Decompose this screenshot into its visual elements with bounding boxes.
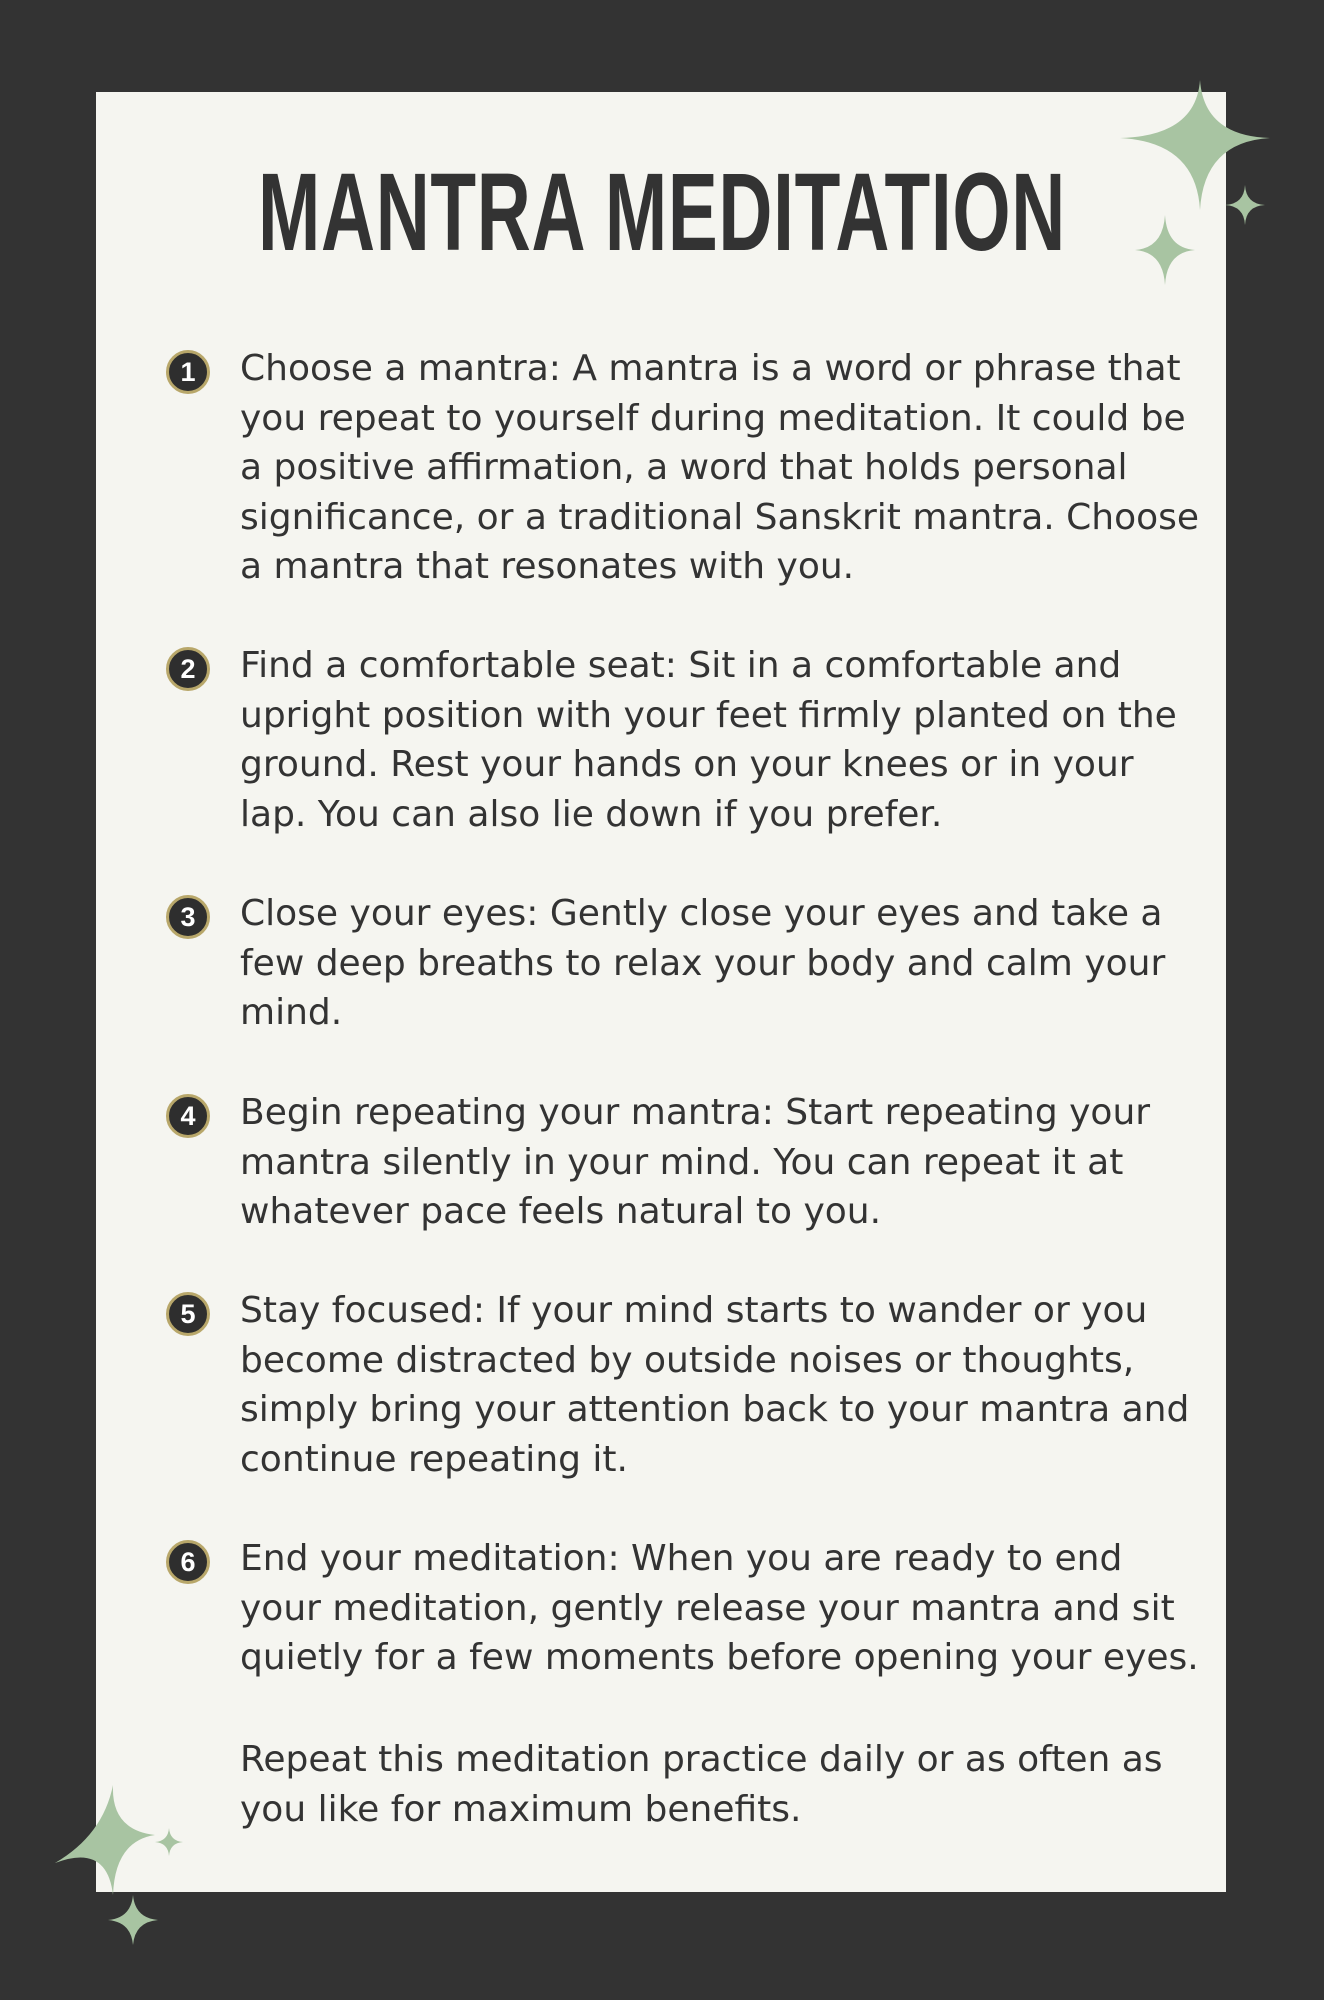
step-number-badge: 1 xyxy=(166,350,210,394)
closing-text: Repeat this meditation practice daily or as often as you like for maximum benefits. xyxy=(240,1739,1163,1830)
step-text: Find a comfortable seat: Sit in a comfortable and upright position with your feet firmly planted on the ground. Rest your hands on your knees or in your lap. You can also lie down if you prefer. xyxy=(240,645,1177,835)
step-text: End your meditation: When you are ready to end your meditation, gently release your mantra and sit quietly for a few moments before opening your eyes. xyxy=(240,1538,1199,1678)
step-number-badge: 3 xyxy=(166,895,210,939)
step-text: Stay focused: If your mind starts to wander or you become distracted by outside noises or thoughts, simply bring your attention back to your mantra and continue repeating it. xyxy=(240,1290,1190,1480)
sparkle-icon xyxy=(1135,215,1195,285)
step-text: Choose a mantra: A mantra is a word or phrase that you repeat to yourself during meditation. It could be a positive affirmation, a word that holds personal significance, or a traditional Sanskrit mantra. Choose a mantra that resonates with you. xyxy=(240,348,1200,587)
sparkle-icon xyxy=(155,1828,183,1856)
step-number-badge: 5 xyxy=(166,1292,210,1336)
step-text: Begin repeating your mantra: Start repeating your mantra silently in your mind. You can repeat it at whatever pace feels natural to you. xyxy=(240,1092,1151,1232)
step-number-badge: 6 xyxy=(166,1540,210,1584)
step-text: Close your eyes: Gently close your eyes and take a few deep breaths to relax your body and calm your mind. xyxy=(240,893,1166,1033)
sparkle-icon xyxy=(108,1895,158,1945)
page-title: MANTRA MEDITATION xyxy=(258,151,1066,274)
sparkle-icon xyxy=(55,1785,155,1895)
sparkle-icon xyxy=(1225,185,1265,225)
step-number-badge: 4 xyxy=(166,1094,210,1138)
step-number-badge: 2 xyxy=(166,647,210,691)
